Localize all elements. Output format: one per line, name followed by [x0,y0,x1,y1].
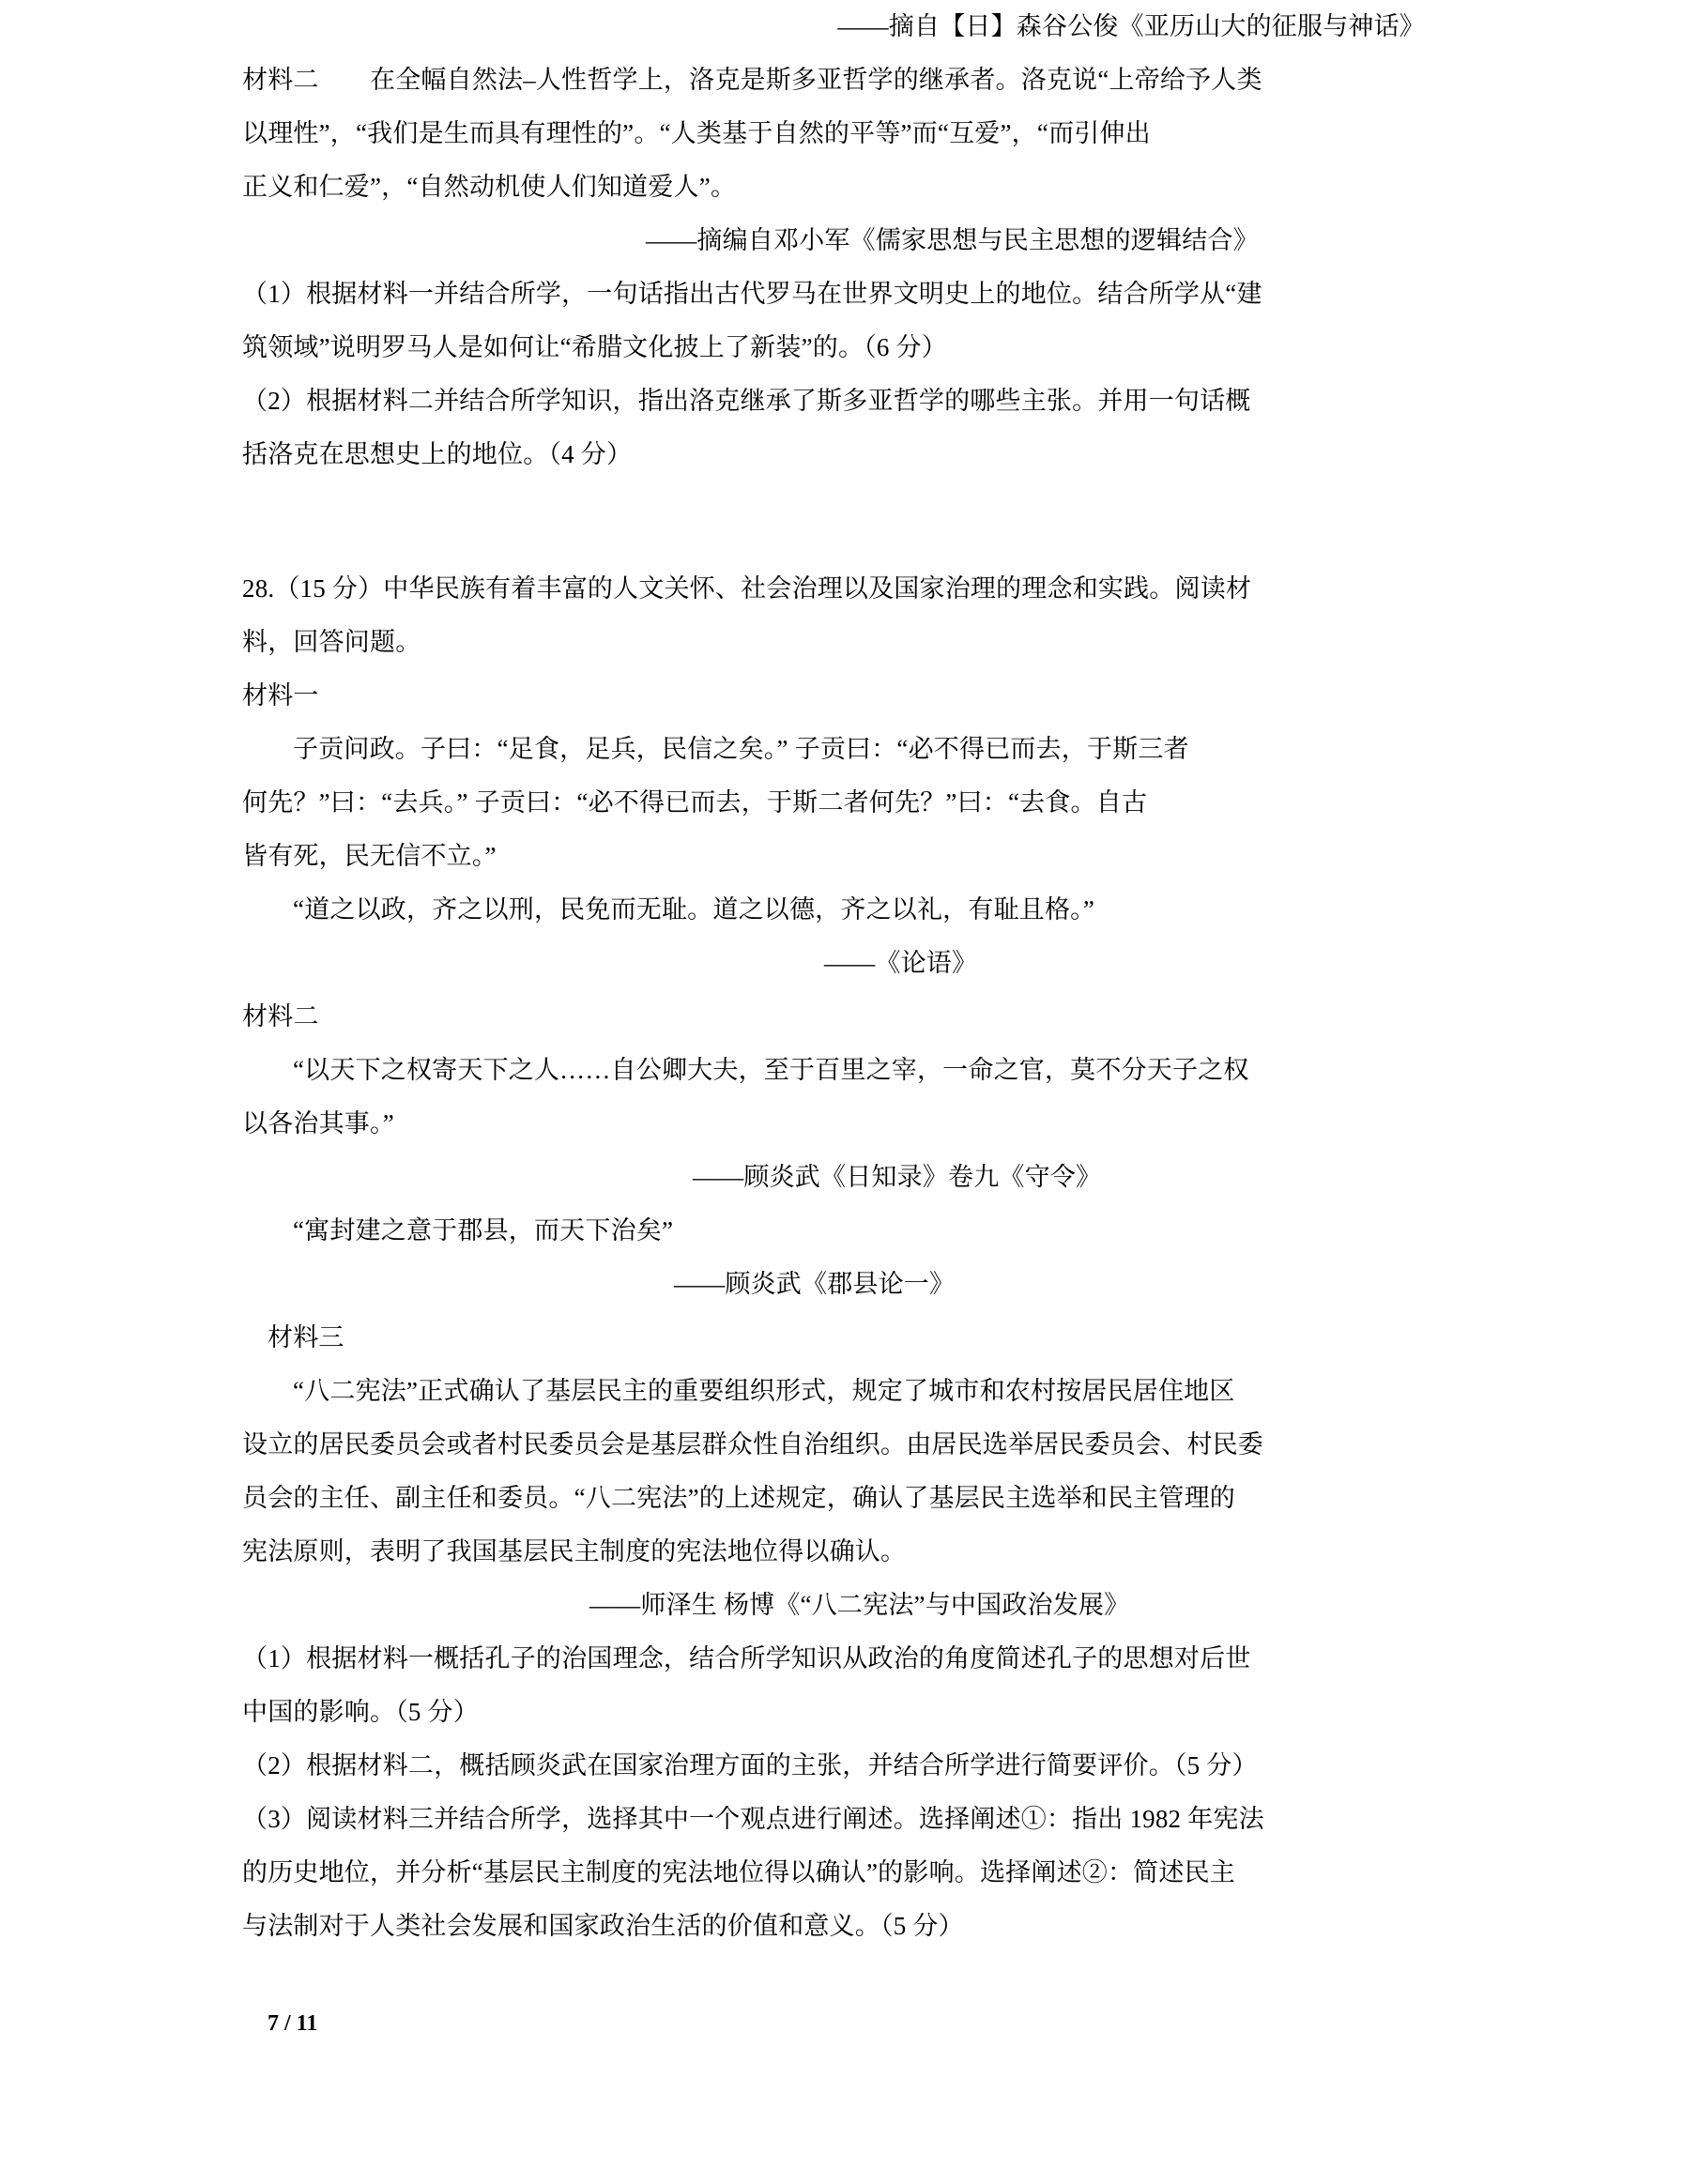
q28-sub1-line1: （1）根据材料一概括孔子的治国理念，结合所学知识从政治的角度简述孔子的思想对后世 [242,1644,1251,1672]
q28-material1-line4: “道之以政，齐之以刑，民免而无耻。道之以德，齐之以礼，有耻且格。” [293,895,1095,924]
page-number: 7 / 11 [268,2011,318,2036]
q28-material3-line2: 设立的居民委员会或者村民委员会是基层群众性自治组织。由居民选举居民委员会、村民委 [242,1430,1263,1459]
q27-source2: ——摘编自邓小军《儒家思想与民主思想的逻辑结合》 [646,226,1259,254]
q28-material1-line1: 子贡问政。子曰：“足食，足兵，民信之矣。” 子贡曰：“必不得已而去，于斯三者 [293,735,1189,763]
q28-material1-line2: 何先？”曰：“去兵。” 子贡曰：“必不得已而去，于斯二者何先？”曰：“去食。自古 [242,788,1148,817]
q28-source2a: ——顾炎武《日知录》卷九《守令》 [693,1163,1102,1191]
q27-sub2-line1: （2）根据材料二并结合所学知识，指出洛克继承了斯多亚哲学的哪些主张。并用一句话概 [242,387,1251,415]
q28-stem-line1: 28.（15 分）中华民族有着丰富的人文关怀、社会治理以及国家治理的理念和实践。阅读材 [242,574,1252,603]
q28-material3-line4: 宪法原则，表明了我国基层民主制度的宪法地位得以确认。 [242,1537,907,1565]
page-content [242,0,1462,1953]
q28-source3: ——师泽生 杨博《“八二宪法”与中国政治发展》 [589,1591,1130,1619]
section-gap [242,481,1462,562]
q28-material1-line3: 皆有死，民无信不立。” [242,842,497,870]
q27-sub1-line1: （1）根据材料一并结合所学，一句话指出古代罗马在世界文明史上的地位。结合所学从“建 [242,280,1262,308]
q28-source1: ——《论语》 [824,949,978,977]
q28-sub2-line1: （2）根据材料二，概括顾炎武在国家治理方面的主张，并结合所学进行简要评价。（5 分） [242,1751,1258,1779]
q27-material2-line3: 正义和仁爱”，“自然动机使人们知道爱人”。 [242,173,737,201]
q28-material3-line1: “八二宪法”正式确认了基层民主的重要组织形式，规定了城市和农村按居民居住地区 [293,1377,1235,1405]
q27-material2-line2: 以理性”，“我们是生而具有理性的”。“人类基于自然的平等”而“互爱”，“而引伸出 [242,119,1151,147]
q28-sub3-line1: （3）阅读材料三并结合所学，选择其中一个观点进行阐述。选择阐述①：指出 1982 年宪法 [242,1805,1264,1833]
q28-material2-label: 材料二 [242,1002,319,1031]
q28-material2-line2: 以各治其事。” [242,1109,394,1138]
q28-sub1-line2: 中国的影响。（5 分） [242,1698,479,1726]
q27-sub2-line2: 括洛克在思想史上的地位。（4 分） [242,440,633,468]
q28-source2b: ——顾炎武《郡县论一》 [674,1270,956,1298]
q27-material2-intro [242,53,1462,107]
q28-material1-label: 材料一 [242,681,319,710]
q27-top-source: ——摘自【日】森谷公俊《亚历山大的征服与神话》 [837,12,1425,40]
q28-material3-label: 材料三 [268,1323,344,1352]
q28-sub3-line3: 与法制对于人类社会发展和国家政治生活的价值和意义。（5 分） [242,1912,964,1940]
q28-material2-line3: “寓封建之意于郡县，而天下治矣” [293,1216,674,1245]
q28-stem-line2: 料，回答问题。 [242,628,421,656]
q28-sub3-line2: 的历史地位，并分析“基层民主制度的宪法地位得以确认”的影响。选择阐述②：简述民主 [242,1858,1235,1886]
material-two-label: 材料二 [242,66,319,94]
q27-sub1-line2: 筑领域”说明罗马人是如何让“希腊文化披上了新装”的。（6 分） [242,333,947,361]
q28-material2-line1: “以天下之权寄天下之人……自公卿大夫，至于百里之宰，一命之官，莫不分天子之权 [293,1056,1249,1084]
q28-material3-line3: 员会的主任、副主任和委员。“八二宪法”的上述规定，确认了基层民主选举和民主管理的 [242,1484,1235,1512]
material-two-text: 在全幅自然法–人性哲学上，洛克是斯多亚哲学的继承者。洛克说“上帝给予人类 [370,66,1262,94]
